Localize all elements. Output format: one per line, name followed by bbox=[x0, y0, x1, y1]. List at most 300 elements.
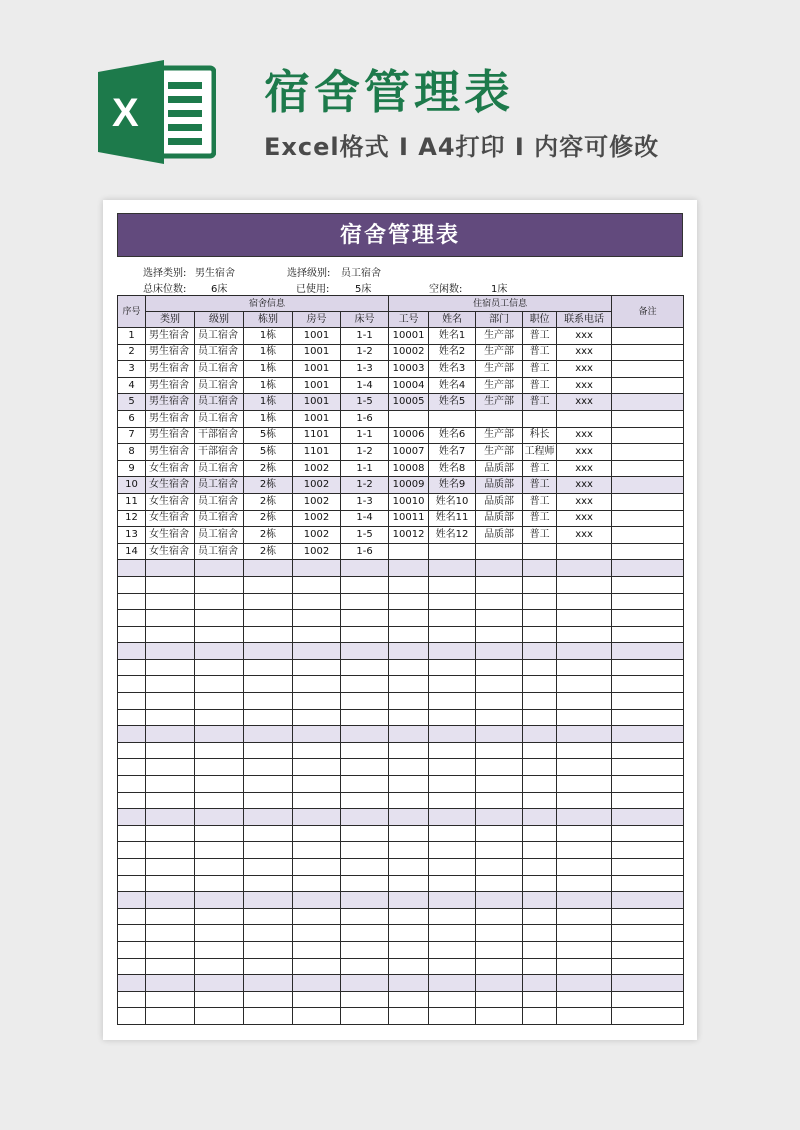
cell-building[interactable]: 2栋 bbox=[244, 477, 293, 494]
cell-phone[interactable] bbox=[557, 859, 612, 876]
cell-remark[interactable] bbox=[612, 726, 684, 743]
cell-staff-id[interactable]: 10001 bbox=[389, 328, 429, 345]
cell-building[interactable] bbox=[244, 925, 293, 942]
cell-phone[interactable] bbox=[557, 593, 612, 610]
cell-seq[interactable]: 8 bbox=[118, 444, 146, 461]
cell-level[interactable] bbox=[195, 676, 244, 693]
cell-department[interactable] bbox=[476, 859, 523, 876]
cell-room[interactable]: 1001 bbox=[293, 377, 341, 394]
cell-seq[interactable]: 2 bbox=[118, 344, 146, 361]
cell-department[interactable] bbox=[476, 643, 523, 660]
cell-seq[interactable] bbox=[118, 859, 146, 876]
cell-remark[interactable] bbox=[612, 477, 684, 494]
cell-position[interactable] bbox=[523, 958, 557, 975]
cell-staff-id[interactable] bbox=[389, 792, 429, 809]
cell-level[interactable] bbox=[195, 875, 244, 892]
cell-room[interactable]: 1002 bbox=[293, 543, 341, 560]
cell-building[interactable] bbox=[244, 726, 293, 743]
cell-building[interactable] bbox=[244, 941, 293, 958]
cell-category[interactable] bbox=[146, 659, 195, 676]
cell-name[interactable] bbox=[429, 908, 476, 925]
cell-seq[interactable] bbox=[118, 958, 146, 975]
cell-seq[interactable] bbox=[118, 776, 146, 793]
cell-remark[interactable] bbox=[612, 759, 684, 776]
cell-level[interactable]: 员工宿舍 bbox=[195, 460, 244, 477]
cell-bed[interactable] bbox=[341, 726, 389, 743]
cell-phone[interactable] bbox=[557, 742, 612, 759]
cell-staff-id[interactable] bbox=[389, 659, 429, 676]
cell-category[interactable] bbox=[146, 842, 195, 859]
cell-category[interactable] bbox=[146, 709, 195, 726]
cell-remark[interactable] bbox=[612, 543, 684, 560]
cell-staff-id[interactable] bbox=[389, 991, 429, 1008]
cell-department[interactable]: 品质部 bbox=[476, 527, 523, 544]
cell-phone[interactable] bbox=[557, 643, 612, 660]
cell-bed[interactable]: 1-2 bbox=[341, 444, 389, 461]
cell-position[interactable]: 普工 bbox=[523, 477, 557, 494]
cell-level[interactable]: 员工宿舍 bbox=[195, 361, 244, 378]
cell-department[interactable]: 生产部 bbox=[476, 394, 523, 411]
cell-staff-id[interactable] bbox=[389, 709, 429, 726]
cell-remark[interactable] bbox=[612, 892, 684, 909]
cell-position[interactable]: 普工 bbox=[523, 361, 557, 378]
cell-room[interactable] bbox=[293, 792, 341, 809]
cell-seq[interactable] bbox=[118, 759, 146, 776]
cell-position[interactable] bbox=[523, 610, 557, 627]
cell-category[interactable]: 男生宿舍 bbox=[146, 361, 195, 378]
cell-bed[interactable]: 1-1 bbox=[341, 460, 389, 477]
cell-staff-id[interactable] bbox=[389, 958, 429, 975]
cell-staff-id[interactable] bbox=[389, 560, 429, 577]
cell-staff-id[interactable] bbox=[389, 693, 429, 710]
cell-staff-id[interactable] bbox=[389, 643, 429, 660]
cell-staff-id[interactable] bbox=[389, 626, 429, 643]
cell-room[interactable]: 1001 bbox=[293, 410, 341, 427]
cell-bed[interactable]: 1-3 bbox=[341, 493, 389, 510]
cell-level[interactable]: 员工宿舍 bbox=[195, 543, 244, 560]
cell-level[interactable] bbox=[195, 859, 244, 876]
cell-category[interactable] bbox=[146, 825, 195, 842]
cell-bed[interactable] bbox=[341, 1008, 389, 1025]
cell-remark[interactable] bbox=[612, 991, 684, 1008]
cell-level[interactable]: 员工宿舍 bbox=[195, 493, 244, 510]
cell-position[interactable] bbox=[523, 759, 557, 776]
cell-level[interactable]: 员工宿舍 bbox=[195, 510, 244, 527]
cell-room[interactable] bbox=[293, 726, 341, 743]
cell-position[interactable] bbox=[523, 726, 557, 743]
cell-category[interactable]: 女生宿舍 bbox=[146, 477, 195, 494]
cell-staff-id[interactable] bbox=[389, 610, 429, 627]
cell-category[interactable] bbox=[146, 742, 195, 759]
cell-seq[interactable] bbox=[118, 1008, 146, 1025]
cell-bed[interactable] bbox=[341, 709, 389, 726]
cell-department[interactable] bbox=[476, 693, 523, 710]
cell-phone[interactable] bbox=[557, 543, 612, 560]
cell-department[interactable] bbox=[476, 991, 523, 1008]
cell-remark[interactable] bbox=[612, 576, 684, 593]
cell-staff-id[interactable] bbox=[389, 825, 429, 842]
cell-remark[interactable] bbox=[612, 941, 684, 958]
cell-category[interactable] bbox=[146, 958, 195, 975]
cell-name[interactable] bbox=[429, 892, 476, 909]
cell-level[interactable] bbox=[195, 825, 244, 842]
cell-phone[interactable] bbox=[557, 958, 612, 975]
cell-phone[interactable]: xxx bbox=[557, 477, 612, 494]
cell-name[interactable]: 姓名12 bbox=[429, 527, 476, 544]
cell-category[interactable]: 女生宿舍 bbox=[146, 527, 195, 544]
cell-position[interactable]: 普工 bbox=[523, 328, 557, 345]
cell-level[interactable] bbox=[195, 892, 244, 909]
cell-department[interactable]: 生产部 bbox=[476, 328, 523, 345]
cell-phone[interactable] bbox=[557, 626, 612, 643]
cell-bed[interactable]: 1-4 bbox=[341, 377, 389, 394]
cell-category[interactable]: 男生宿舍 bbox=[146, 377, 195, 394]
cell-position[interactable]: 普工 bbox=[523, 527, 557, 544]
cell-category[interactable]: 男生宿舍 bbox=[146, 444, 195, 461]
cell-name[interactable] bbox=[429, 875, 476, 892]
cell-building[interactable]: 1栋 bbox=[244, 410, 293, 427]
cell-phone[interactable] bbox=[557, 892, 612, 909]
cell-room[interactable] bbox=[293, 925, 341, 942]
cell-seq[interactable] bbox=[118, 925, 146, 942]
cell-phone[interactable] bbox=[557, 842, 612, 859]
cell-room[interactable] bbox=[293, 759, 341, 776]
cell-staff-id[interactable] bbox=[389, 742, 429, 759]
cell-category[interactable]: 男生宿舍 bbox=[146, 427, 195, 444]
cell-staff-id[interactable] bbox=[389, 410, 429, 427]
cell-remark[interactable] bbox=[612, 693, 684, 710]
cell-department[interactable] bbox=[476, 626, 523, 643]
cell-position[interactable] bbox=[523, 576, 557, 593]
cell-remark[interactable] bbox=[612, 925, 684, 942]
cell-building[interactable] bbox=[244, 958, 293, 975]
cell-room[interactable]: 1101 bbox=[293, 444, 341, 461]
cell-department[interactable] bbox=[476, 659, 523, 676]
cell-seq[interactable] bbox=[118, 643, 146, 660]
cell-seq[interactable]: 10 bbox=[118, 477, 146, 494]
cell-name[interactable]: 姓名6 bbox=[429, 427, 476, 444]
cell-position[interactable] bbox=[523, 875, 557, 892]
cell-seq[interactable] bbox=[118, 975, 146, 992]
cell-phone[interactable] bbox=[557, 975, 612, 992]
cell-level[interactable]: 员工宿舍 bbox=[195, 477, 244, 494]
cell-level[interactable] bbox=[195, 908, 244, 925]
cell-seq[interactable] bbox=[118, 941, 146, 958]
cell-position[interactable] bbox=[523, 543, 557, 560]
cell-phone[interactable]: xxx bbox=[557, 328, 612, 345]
cell-room[interactable]: 1001 bbox=[293, 394, 341, 411]
cell-seq[interactable] bbox=[118, 792, 146, 809]
cell-name[interactable] bbox=[429, 560, 476, 577]
cell-department[interactable] bbox=[476, 809, 523, 826]
cell-room[interactable] bbox=[293, 859, 341, 876]
cell-name[interactable]: 姓名11 bbox=[429, 510, 476, 527]
cell-staff-id[interactable] bbox=[389, 676, 429, 693]
cell-building[interactable] bbox=[244, 576, 293, 593]
cell-room[interactable]: 1001 bbox=[293, 328, 341, 345]
cell-seq[interactable] bbox=[118, 875, 146, 892]
cell-bed[interactable] bbox=[341, 610, 389, 627]
cell-remark[interactable] bbox=[612, 643, 684, 660]
cell-seq[interactable]: 5 bbox=[118, 394, 146, 411]
cell-bed[interactable] bbox=[341, 792, 389, 809]
cell-bed[interactable] bbox=[341, 875, 389, 892]
cell-name[interactable] bbox=[429, 626, 476, 643]
cell-name[interactable]: 姓名8 bbox=[429, 460, 476, 477]
cell-level[interactable] bbox=[195, 610, 244, 627]
cell-department[interactable] bbox=[476, 676, 523, 693]
cell-remark[interactable] bbox=[612, 328, 684, 345]
cell-category[interactable] bbox=[146, 776, 195, 793]
cell-department[interactable] bbox=[476, 610, 523, 627]
cell-remark[interactable] bbox=[612, 593, 684, 610]
cell-position[interactable] bbox=[523, 975, 557, 992]
cell-level[interactable] bbox=[195, 842, 244, 859]
cell-level[interactable]: 干部宿舍 bbox=[195, 427, 244, 444]
cell-position[interactable] bbox=[523, 941, 557, 958]
cell-room[interactable] bbox=[293, 991, 341, 1008]
cell-position[interactable]: 普工 bbox=[523, 460, 557, 477]
cell-bed[interactable] bbox=[341, 809, 389, 826]
cell-building[interactable] bbox=[244, 908, 293, 925]
cell-remark[interactable] bbox=[612, 527, 684, 544]
cell-department[interactable] bbox=[476, 410, 523, 427]
cell-seq[interactable]: 14 bbox=[118, 543, 146, 560]
cell-seq[interactable] bbox=[118, 676, 146, 693]
cell-position[interactable]: 普工 bbox=[523, 510, 557, 527]
cell-bed[interactable] bbox=[341, 975, 389, 992]
cell-category[interactable] bbox=[146, 991, 195, 1008]
cell-position[interactable] bbox=[523, 676, 557, 693]
cell-bed[interactable] bbox=[341, 560, 389, 577]
cell-category[interactable]: 男生宿舍 bbox=[146, 344, 195, 361]
cell-name[interactable]: 姓名3 bbox=[429, 361, 476, 378]
cell-seq[interactable] bbox=[118, 809, 146, 826]
cell-level[interactable] bbox=[195, 593, 244, 610]
cell-staff-id[interactable] bbox=[389, 543, 429, 560]
cell-position[interactable]: 工程师 bbox=[523, 444, 557, 461]
cell-seq[interactable] bbox=[118, 626, 146, 643]
cell-bed[interactable] bbox=[341, 941, 389, 958]
cell-position[interactable] bbox=[523, 593, 557, 610]
cell-category[interactable]: 女生宿舍 bbox=[146, 493, 195, 510]
cell-level[interactable]: 干部宿舍 bbox=[195, 444, 244, 461]
cell-staff-id[interactable] bbox=[389, 975, 429, 992]
cell-building[interactable] bbox=[244, 975, 293, 992]
cell-building[interactable] bbox=[244, 643, 293, 660]
cell-remark[interactable] bbox=[612, 1008, 684, 1025]
cell-seq[interactable] bbox=[118, 742, 146, 759]
cell-category[interactable] bbox=[146, 693, 195, 710]
cell-category[interactable]: 女生宿舍 bbox=[146, 543, 195, 560]
cell-remark[interactable] bbox=[612, 792, 684, 809]
cell-room[interactable]: 1002 bbox=[293, 460, 341, 477]
cell-building[interactable]: 5栋 bbox=[244, 427, 293, 444]
cell-position[interactable] bbox=[523, 825, 557, 842]
cell-phone[interactable]: xxx bbox=[557, 527, 612, 544]
cell-bed[interactable] bbox=[341, 643, 389, 660]
cell-building[interactable] bbox=[244, 742, 293, 759]
cell-remark[interactable] bbox=[612, 908, 684, 925]
cell-name[interactable] bbox=[429, 742, 476, 759]
cell-phone[interactable] bbox=[557, 560, 612, 577]
cell-seq[interactable] bbox=[118, 892, 146, 909]
cell-department[interactable]: 品质部 bbox=[476, 493, 523, 510]
cell-remark[interactable] bbox=[612, 875, 684, 892]
cell-position[interactable] bbox=[523, 1008, 557, 1025]
cell-building[interactable]: 2栋 bbox=[244, 460, 293, 477]
cell-seq[interactable]: 4 bbox=[118, 377, 146, 394]
cell-building[interactable] bbox=[244, 1008, 293, 1025]
cell-level[interactable] bbox=[195, 643, 244, 660]
cell-department[interactable]: 品质部 bbox=[476, 477, 523, 494]
cell-room[interactable]: 1002 bbox=[293, 493, 341, 510]
cell-department[interactable]: 生产部 bbox=[476, 427, 523, 444]
cell-department[interactable]: 生产部 bbox=[476, 377, 523, 394]
cell-remark[interactable] bbox=[612, 742, 684, 759]
cell-position[interactable] bbox=[523, 742, 557, 759]
cell-position[interactable]: 科长 bbox=[523, 427, 557, 444]
cell-phone[interactable] bbox=[557, 610, 612, 627]
cell-category[interactable]: 男生宿舍 bbox=[146, 328, 195, 345]
cell-category[interactable] bbox=[146, 643, 195, 660]
cell-bed[interactable] bbox=[341, 908, 389, 925]
cell-remark[interactable] bbox=[612, 427, 684, 444]
cell-level[interactable]: 员工宿舍 bbox=[195, 328, 244, 345]
cell-staff-id[interactable] bbox=[389, 809, 429, 826]
cell-position[interactable] bbox=[523, 842, 557, 859]
cell-building[interactable]: 1栋 bbox=[244, 328, 293, 345]
cell-staff-id[interactable]: 10006 bbox=[389, 427, 429, 444]
cell-category[interactable] bbox=[146, 626, 195, 643]
cell-seq[interactable]: 1 bbox=[118, 328, 146, 345]
cell-department[interactable] bbox=[476, 543, 523, 560]
cell-seq[interactable] bbox=[118, 842, 146, 859]
cell-remark[interactable] bbox=[612, 842, 684, 859]
cell-department[interactable] bbox=[476, 958, 523, 975]
cell-category[interactable] bbox=[146, 892, 195, 909]
cell-level[interactable] bbox=[195, 925, 244, 942]
cell-level[interactable] bbox=[195, 659, 244, 676]
cell-staff-id[interactable]: 10004 bbox=[389, 377, 429, 394]
cell-category[interactable] bbox=[146, 941, 195, 958]
cell-level[interactable] bbox=[195, 759, 244, 776]
cell-level[interactable] bbox=[195, 726, 244, 743]
cell-name[interactable] bbox=[429, 543, 476, 560]
cell-position[interactable]: 普工 bbox=[523, 493, 557, 510]
cell-position[interactable] bbox=[523, 776, 557, 793]
cell-name[interactable] bbox=[429, 1008, 476, 1025]
cell-room[interactable] bbox=[293, 892, 341, 909]
cell-staff-id[interactable] bbox=[389, 941, 429, 958]
cell-department[interactable] bbox=[476, 776, 523, 793]
cell-remark[interactable] bbox=[612, 776, 684, 793]
cell-department[interactable] bbox=[476, 975, 523, 992]
cell-position[interactable] bbox=[523, 792, 557, 809]
cell-level[interactable] bbox=[195, 809, 244, 826]
cell-building[interactable]: 2栋 bbox=[244, 493, 293, 510]
cell-department[interactable] bbox=[476, 560, 523, 577]
cell-position[interactable]: 普工 bbox=[523, 377, 557, 394]
cell-staff-id[interactable]: 10007 bbox=[389, 444, 429, 461]
cell-remark[interactable] bbox=[612, 493, 684, 510]
cell-name[interactable] bbox=[429, 776, 476, 793]
cell-phone[interactable] bbox=[557, 410, 612, 427]
cell-bed[interactable] bbox=[341, 859, 389, 876]
cell-room[interactable]: 1002 bbox=[293, 527, 341, 544]
cell-name[interactable] bbox=[429, 726, 476, 743]
cell-name[interactable] bbox=[429, 576, 476, 593]
cell-bed[interactable] bbox=[341, 991, 389, 1008]
cell-phone[interactable] bbox=[557, 809, 612, 826]
cell-name[interactable] bbox=[429, 825, 476, 842]
cell-name[interactable] bbox=[429, 792, 476, 809]
cell-category[interactable] bbox=[146, 726, 195, 743]
cell-bed[interactable] bbox=[341, 825, 389, 842]
cell-room[interactable] bbox=[293, 560, 341, 577]
cell-seq[interactable]: 9 bbox=[118, 460, 146, 477]
cell-level[interactable] bbox=[195, 742, 244, 759]
cell-name[interactable] bbox=[429, 410, 476, 427]
cell-remark[interactable] bbox=[612, 560, 684, 577]
cell-name[interactable]: 姓名7 bbox=[429, 444, 476, 461]
cell-phone[interactable] bbox=[557, 776, 612, 793]
cell-remark[interactable] bbox=[612, 377, 684, 394]
cell-seq[interactable]: 13 bbox=[118, 527, 146, 544]
cell-department[interactable] bbox=[476, 825, 523, 842]
cell-remark[interactable] bbox=[612, 825, 684, 842]
cell-staff-id[interactable] bbox=[389, 726, 429, 743]
cell-department[interactable] bbox=[476, 709, 523, 726]
cell-category[interactable] bbox=[146, 859, 195, 876]
cell-building[interactable]: 2栋 bbox=[244, 527, 293, 544]
cell-building[interactable]: 2栋 bbox=[244, 543, 293, 560]
cell-category[interactable] bbox=[146, 576, 195, 593]
cell-name[interactable] bbox=[429, 859, 476, 876]
cell-level[interactable]: 员工宿舍 bbox=[195, 410, 244, 427]
cell-level[interactable]: 员工宿舍 bbox=[195, 377, 244, 394]
cell-remark[interactable] bbox=[612, 958, 684, 975]
cell-building[interactable] bbox=[244, 693, 293, 710]
cell-phone[interactable] bbox=[557, 875, 612, 892]
cell-remark[interactable] bbox=[612, 444, 684, 461]
cell-room[interactable]: 1002 bbox=[293, 477, 341, 494]
cell-seq[interactable] bbox=[118, 693, 146, 710]
cell-category[interactable]: 男生宿舍 bbox=[146, 394, 195, 411]
cell-phone[interactable] bbox=[557, 709, 612, 726]
cell-bed[interactable]: 1-3 bbox=[341, 361, 389, 378]
cell-remark[interactable] bbox=[612, 361, 684, 378]
cell-room[interactable] bbox=[293, 875, 341, 892]
cell-staff-id[interactable]: 10005 bbox=[389, 394, 429, 411]
cell-position[interactable] bbox=[523, 859, 557, 876]
cell-department[interactable] bbox=[476, 925, 523, 942]
cell-department[interactable] bbox=[476, 908, 523, 925]
cell-category[interactable] bbox=[146, 809, 195, 826]
cell-phone[interactable] bbox=[557, 576, 612, 593]
cell-phone[interactable]: xxx bbox=[557, 460, 612, 477]
cell-category[interactable] bbox=[146, 875, 195, 892]
cell-bed[interactable] bbox=[341, 676, 389, 693]
cell-name[interactable]: 姓名9 bbox=[429, 477, 476, 494]
cell-remark[interactable] bbox=[612, 510, 684, 527]
cell-phone[interactable]: xxx bbox=[557, 394, 612, 411]
cell-building[interactable] bbox=[244, 676, 293, 693]
cell-staff-id[interactable] bbox=[389, 759, 429, 776]
cell-building[interactable] bbox=[244, 626, 293, 643]
cell-department[interactable] bbox=[476, 726, 523, 743]
cell-building[interactable] bbox=[244, 809, 293, 826]
